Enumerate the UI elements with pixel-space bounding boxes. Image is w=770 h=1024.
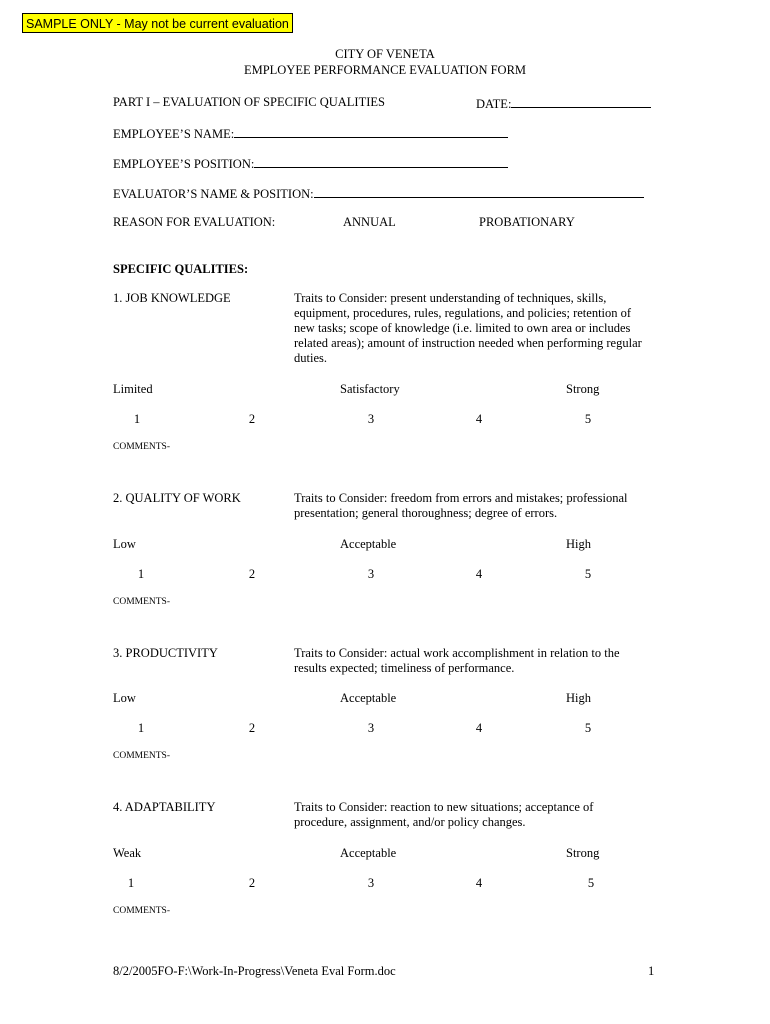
scale-low-label: Low — [113, 691, 136, 705]
rating-1[interactable]: 1 — [133, 412, 141, 426]
rating-3[interactable]: 3 — [367, 721, 375, 735]
traits-line: presentation; general thoroughness; degree of errors. — [294, 506, 558, 520]
date-line[interactable] — [511, 95, 651, 108]
quality-title: 2. QUALITY OF WORK — [113, 491, 241, 505]
comments-label: COMMENTS- — [113, 442, 171, 452]
rating-2[interactable]: 2 — [248, 721, 256, 735]
rating-3[interactable]: 3 — [367, 412, 375, 426]
rating-3[interactable]: 3 — [367, 876, 375, 890]
reason-annual[interactable]: ANNUAL — [343, 215, 396, 229]
scale-high-label: High — [566, 537, 591, 551]
quality-traits — [294, 646, 664, 676]
employee-position-line[interactable] — [254, 155, 508, 168]
quality-title: 4. ADAPTABILITY — [113, 800, 216, 814]
traits-line: Traits to Consider: present understanding of techniques, skills, — [294, 291, 607, 305]
comments-label: COMMENTS- — [113, 597, 171, 607]
rating-4[interactable]: 4 — [475, 412, 483, 426]
scale-mid-label: Acceptable — [340, 691, 397, 705]
traits-line: new tasks; scope of knowledge (i.e. limited to own area or includes — [294, 321, 631, 335]
reason-label: REASON FOR EVALUATION: — [113, 215, 276, 229]
employee-name-line[interactable] — [234, 125, 508, 138]
form-title: EMPLOYEE PERFORMANCE EVALUATION FORM — [243, 63, 527, 77]
quality-traits — [294, 291, 664, 366]
rating-4[interactable]: 4 — [475, 567, 483, 581]
rating-1[interactable]: 1 — [137, 721, 145, 735]
rating-2[interactable]: 2 — [248, 567, 256, 581]
scale-low-label: Weak — [113, 846, 142, 860]
quality-title: 3. PRODUCTIVITY — [113, 646, 218, 660]
rating-5[interactable]: 5 — [584, 412, 592, 426]
part-title: PART I – EVALUATION OF SPECIFIC QUALITIES — [113, 95, 385, 109]
rating-2[interactable]: 2 — [248, 876, 256, 890]
scale-high-label: High — [566, 691, 591, 705]
scale-low-label: Low — [113, 537, 136, 551]
page-number: 1 — [648, 964, 655, 978]
rating-4[interactable]: 4 — [475, 721, 483, 735]
traits-line: related areas); amount of instruction needed when performing regular — [294, 336, 642, 350]
rating-1[interactable]: 1 — [137, 567, 145, 581]
employee-position-label: EMPLOYEE’S POSITION: — [113, 157, 255, 171]
quality-traits — [294, 491, 664, 521]
rating-1[interactable]: 1 — [127, 876, 135, 890]
rating-5[interactable]: 5 — [587, 876, 595, 890]
footer-path: 8/2/2005FO-F:\Work-In-Progress\Veneta Eval Form.doc — [113, 964, 396, 978]
quality-title: 1. JOB KNOWLEDGE — [113, 291, 231, 305]
rating-5[interactable]: 5 — [584, 721, 592, 735]
evaluator-line[interactable] — [314, 185, 644, 198]
employee-name-field — [113, 125, 508, 142]
scale-high-label: Strong — [566, 382, 600, 396]
city-title: CITY OF VENETA — [335, 47, 435, 61]
traits-line: duties. — [294, 351, 327, 365]
traits-line: equipment, procedures, rules, regulations, and policies; retention of — [294, 306, 632, 320]
quality-traits — [294, 800, 664, 830]
scale-high-label: Strong — [566, 846, 600, 860]
rating-2[interactable]: 2 — [248, 412, 256, 426]
rating-4[interactable]: 4 — [475, 876, 483, 890]
evaluator-field — [113, 185, 644, 202]
reason-probationary[interactable]: PROBATIONARY — [479, 215, 575, 229]
traits-line: results expected; timeliness of performance. — [294, 661, 515, 675]
traits-line: Traits to Consider: freedom from errors and mistakes; professional — [294, 491, 628, 505]
sample-banner: SAMPLE ONLY - May not be current evaluation — [22, 13, 293, 33]
specific-qualities-heading: SPECIFIC QUALITIES: — [113, 262, 249, 276]
employee-name-label: EMPLOYEE’S NAME: — [113, 127, 235, 141]
traits-line: Traits to Consider: actual work accomplishment in relation to the — [294, 646, 620, 660]
traits-line: procedure, assignment, and/or policy changes. — [294, 815, 526, 829]
scale-mid-label: Satisfactory — [340, 382, 400, 396]
rating-3[interactable]: 3 — [367, 567, 375, 581]
scale-mid-label: Acceptable — [340, 537, 397, 551]
comments-label: COMMENTS- — [113, 906, 171, 916]
comments-label: COMMENTS- — [113, 751, 171, 761]
employee-position-field — [113, 155, 508, 172]
date-field — [476, 95, 651, 112]
scale-mid-label: Acceptable — [340, 846, 397, 860]
traits-line: Traits to Consider: reaction to new situations; acceptance of — [294, 800, 594, 814]
rating-5[interactable]: 5 — [584, 567, 592, 581]
evaluator-label: EVALUATOR’S NAME & POSITION: — [113, 187, 314, 201]
date-label: DATE: — [476, 97, 512, 111]
scale-low-label: Limited — [113, 382, 153, 396]
